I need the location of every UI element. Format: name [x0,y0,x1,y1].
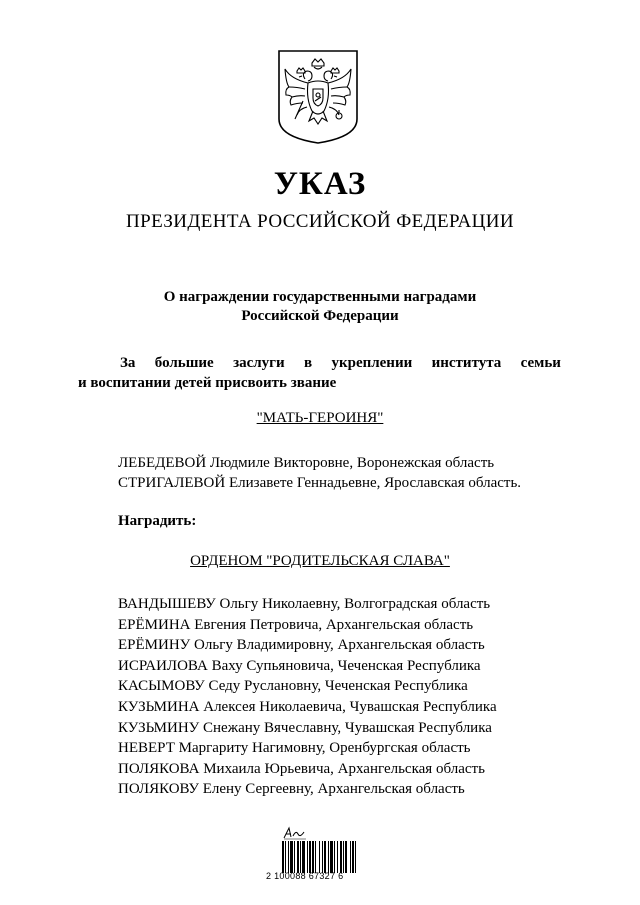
barcode-bar [337,841,338,873]
barcode-number: 2 100088 67327 6 [266,871,344,881]
barcode-bar [328,841,329,873]
document-title: УКАЗ [273,166,367,202]
barcode-bar [302,841,305,873]
recipient-entry: КАСЫМОВУ Седу Руслановну, Чеченская Республика [118,678,468,695]
decree-heading [0,288,640,326]
intro-word: в [303,355,313,371]
barcode-bar [345,841,347,873]
barcode-bar [334,841,335,873]
intro-paragraph [78,353,561,393]
intro-word: семьи [520,355,561,371]
intro-word: укреплении [331,355,413,371]
recipient-list-1 [118,453,521,493]
barcode-bar [352,841,354,873]
intro-line-2: и воспитании детей присвоить звание [78,375,337,391]
barcode [281,841,363,873]
barcode-bar [285,841,286,873]
barcode-bar [297,841,299,873]
barcode-bar [343,841,344,873]
recipient-entry: КУЗЬМИНА Алексея Николаевича, Чувашская Республика [118,698,497,715]
barcode-bar [282,841,284,873]
recipient-entry: ИСРАИЛОВА Ваху Супьяновича, Чеченская Республика [118,657,481,674]
barcode-bar [309,841,311,873]
barcode-bar [322,841,323,873]
barcode-bar [288,841,289,873]
recipient-entry: ЕРЁМИНА Евгения Петровича, Архангельская область [118,616,474,633]
recipient-entry: ПОЛЯКОВА Михаила Юрьевича, Архангельская область [118,760,485,777]
recipient-entry: СТРИГАЛЕВОЙ Елизавете Геннадьевне, Ярославская область. [118,475,522,491]
heading-line-1: О награждении государственными наградами [163,289,477,305]
recipient-entry: НЕВЕРТ Маргариту Нагимовну, Оренбургская область [118,740,471,757]
recipient-entry: ПОЛЯКОВУ Елену Сергеевну, Архангельская область [118,781,465,798]
award-verb: Наградить: [118,513,197,529]
coat-of-arms-emblem [277,49,359,145]
barcode-bar [324,841,326,873]
intro-line-1 [78,353,561,373]
barcode-bar [300,841,301,873]
intro-word: За [120,355,136,371]
intro-word: института [431,355,502,371]
heading-line-2: Российской Федерации [241,308,399,324]
barcode-bar [355,841,356,873]
recipient-list-2 [118,594,497,800]
document-subtitle: ПРЕЗИДЕНТА РОССИЙСКОЙ ФЕДЕРАЦИИ [126,211,514,232]
award-title-parental-glory: ОРДЕНОМ "РОДИТЕЛЬСКАЯ СЛАВА" [190,553,450,569]
barcode-bar [340,841,342,873]
barcode-bar [350,841,351,873]
intro-word: заслуги [233,355,285,371]
barcode-bar [319,841,320,873]
barcode-bar [307,841,308,873]
barcode-bar [315,841,316,873]
barcode-bar [330,841,333,873]
recipient-entry: ВАНДЫШЕВУ Ольгу Николаевну, Волгоградская область [118,596,491,612]
barcode-bar [294,841,295,873]
intro-word: большие [154,355,214,371]
barcode-bar [290,841,293,873]
recipient-entry: ЛЕБЕДЕВОЙ Людмиле Викторовне, Воронежская область [118,455,495,471]
signature-mark [282,826,308,840]
barcode-bar [312,841,314,873]
recipient-entry: КУЗЬМИНУ Снежану Вячеславну, Чувашская Республика [118,719,492,736]
award-title-mother-heroine: "МАТЬ-ГЕРОИНЯ" [256,410,384,426]
recipient-entry: ЕРЁМИНУ Ольгу Владимировну, Архангельская область [118,637,485,654]
